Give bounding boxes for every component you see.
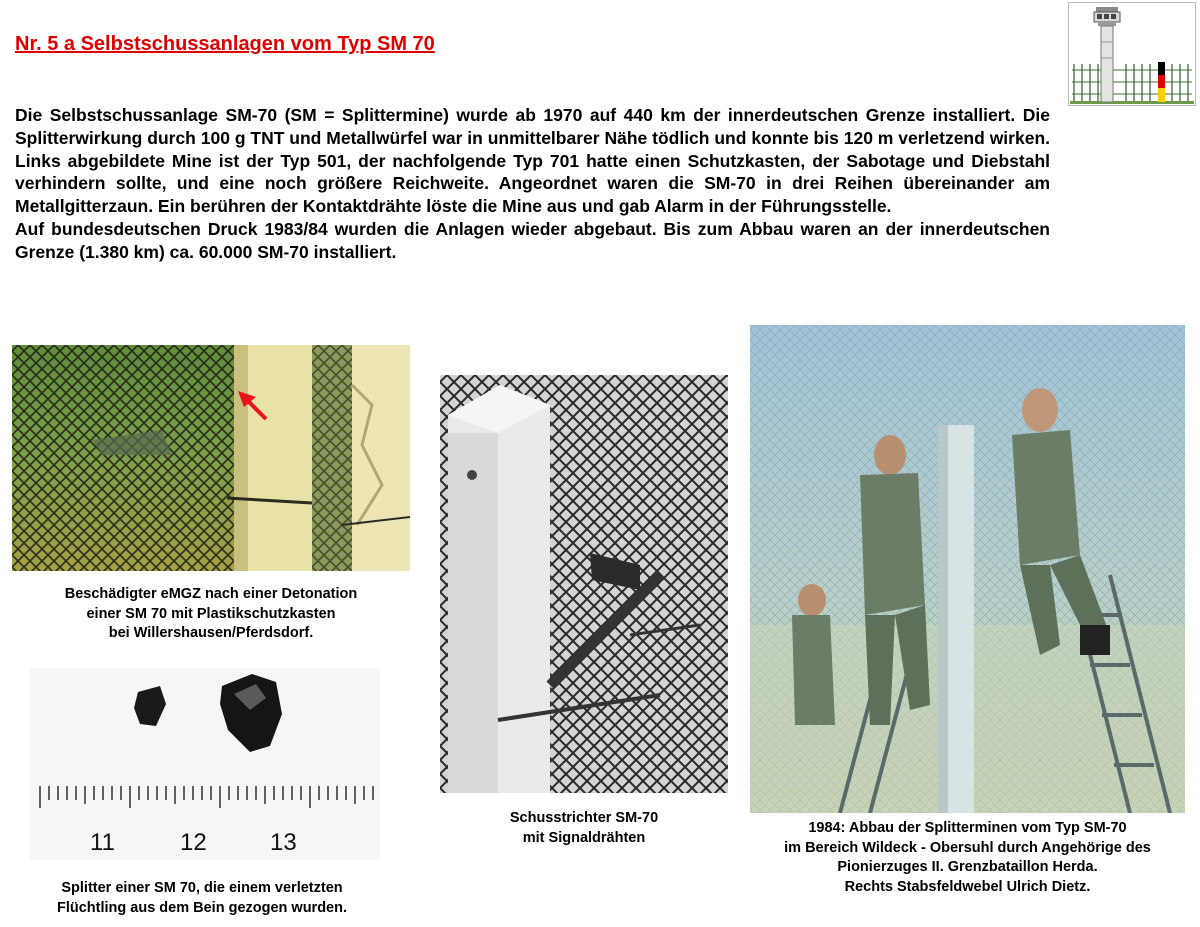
damaged-fence-photo [12, 345, 410, 571]
blast-funnel-caption: Schusstrichter SM-70 mit Signaldrähten [509, 810, 659, 846]
paragraph-removal: Auf bundesdeutschen Druck 1983/84 wurden die Anlagen wieder abgebaut. Bis zum Abbau waren an der innerdeutschen Grenze (1.380 km) ca. 60.000 SM-70 installiert. [15, 218, 1050, 262]
page-title: Nr. 5 a Selbstschussanlagen vom Typ SM 70 [15, 33, 435, 55]
watchtower-logo-icon [1068, 2, 1196, 106]
removal-photo [750, 325, 1185, 813]
ruler-label: 13 [270, 829, 297, 856]
damaged-fence-caption: Beschädigter eMGZ nach einer Detonation einer SM 70 mit Plastikschutzkasten bei Willershausen/Pferdsdorf. [64, 586, 358, 641]
blast-funnel-photo [440, 375, 728, 793]
ruler-label: 12 [180, 829, 207, 856]
ruler-label: 11 [90, 829, 115, 856]
paragraph-history: Die Selbstschussanlage SM-70 (SM = Splittermine) wurde ab 1970 auf 440 km der innerdeutschen Grenze installiert. Die Splitterwirkung durch 100 g TNT und Metallwürfel war in unmittelbarer Nähe tödlich und konnte bis 120 m verletzend wirken. Links abgebildete Mine ist der Typ 501, der nachfolgende Typ 701 hatte einen Schutzkasten, der Sabotage und Diebstahl verhindern sollte, und eine noch größere Reichweite. Angeordnet waren die SM-70 in drei Reihen übereinander am Metallgitterzaun. Ein berühren der Kontaktdrähte löste die Mine aus und gab Alarm in der Führungsstelle. [15, 105, 1050, 217]
splinters-caption: Splitter einer SM 70, die einem verletzten Flüchtling aus dem Bein gezogen wurden. [56, 880, 348, 916]
removal-caption: 1984: Abbau der Splitterminen vom Typ SM-70 im Bereich Wildeck - Obersuhl durch Angehörige des Pionierzuges II. Grenzbataillon Herda. Rechts Stabsfeldwebel Ulrich Dietz. [784, 820, 1151, 895]
description-text [15, 104, 1050, 264]
splinters-photo [30, 668, 380, 860]
